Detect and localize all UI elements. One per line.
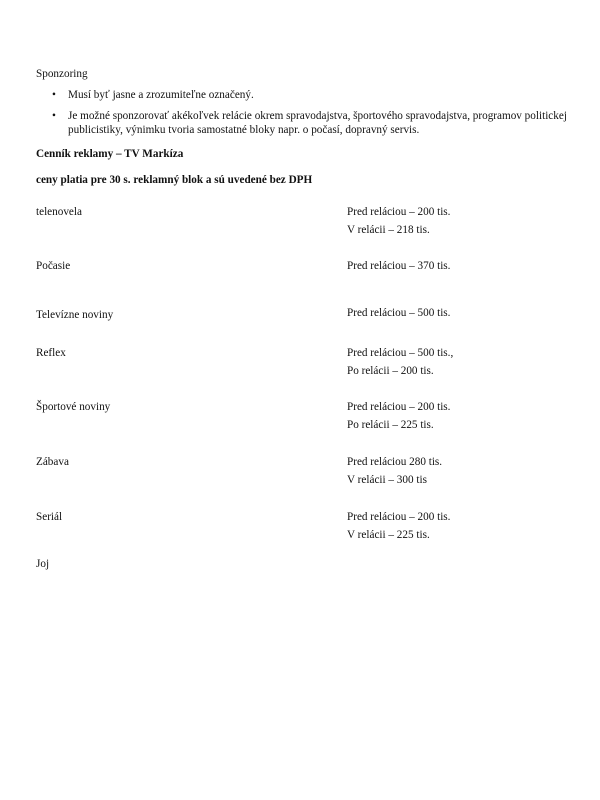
price-list xyxy=(347,259,450,277)
price-line: V relácii – 218 tis. xyxy=(347,224,430,236)
price-line: Pred reláciou – 500 tis. xyxy=(347,307,451,319)
program-name: Televízne noviny xyxy=(36,309,114,321)
program-name: Reflex xyxy=(36,347,66,359)
price-line: Po relácii – 200 tis. xyxy=(347,365,434,377)
price-list xyxy=(347,400,450,436)
price-row-serial xyxy=(36,510,576,546)
sponsoring-rules-list xyxy=(52,88,572,144)
price-row-zabava xyxy=(36,455,576,491)
program-name: Seriál xyxy=(36,511,63,523)
price-line: V relácii – 225 tis. xyxy=(347,529,430,541)
price-list xyxy=(347,346,453,382)
price-line: Pred reláciou – 200 tis. xyxy=(347,206,451,218)
pricelist-subtitle: ceny platia pre 30 s. reklamný blok a sú uvedené bez DPH xyxy=(36,174,313,186)
price-list xyxy=(347,306,450,324)
price-line: Pred reláciou 280 tis. xyxy=(347,456,443,468)
pricelist-title: Cenník reklamy – TV Markíza xyxy=(36,148,184,160)
price-row-reflex xyxy=(36,346,576,382)
rule-text: Je možné sponzorovať akékoľvek relácie okrem spravodajstva, športového spravodajstva, programov politickej publicistiky, výnimku tvoria samostatné bloky napr. o počasí, dopravný servis. xyxy=(68,110,567,136)
price-row-telenovela xyxy=(36,205,576,241)
price-list xyxy=(347,510,450,546)
program-name: Športové noviny xyxy=(36,401,111,413)
program-name: Počasie xyxy=(36,260,71,272)
program-name-joj: Joj xyxy=(36,558,50,570)
price-line: Pred reláciou – 370 tis. xyxy=(347,260,451,272)
program-name: telenovela xyxy=(36,206,82,218)
list-item xyxy=(52,88,572,102)
price-list xyxy=(347,455,442,491)
program-name: Zábava xyxy=(36,456,69,468)
sponsoring-heading: Sponzoring xyxy=(36,68,88,80)
price-line: Pred reláciou – 500 tis., xyxy=(347,347,454,359)
bullet-icon: • xyxy=(52,110,56,122)
price-row-pocasie xyxy=(36,259,576,295)
price-row-sportove-noviny xyxy=(36,400,576,436)
price-list xyxy=(347,205,450,241)
price-row-televizne-noviny xyxy=(36,306,576,342)
bullet-icon: • xyxy=(52,89,56,101)
price-line: V relácii – 300 tis xyxy=(347,474,427,486)
price-line: Po relácii – 225 tis. xyxy=(347,419,434,431)
price-line: Pred reláciou – 200 tis. xyxy=(347,511,451,523)
rule-text: Musí byť jasne a zrozumiteľne označený. xyxy=(68,89,254,101)
list-item xyxy=(52,109,572,137)
price-line: Pred reláciou – 200 tis. xyxy=(347,401,451,413)
